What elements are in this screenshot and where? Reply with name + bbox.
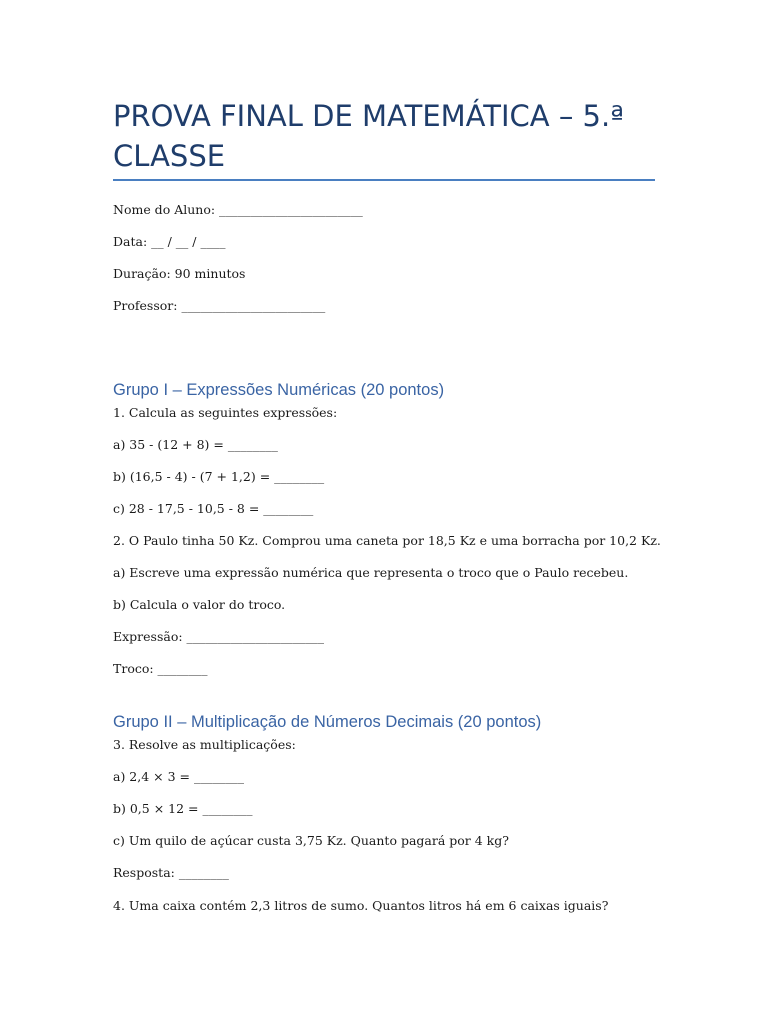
- group1-heading: Grupo I – Expressões Numéricas (20 pontos): [113, 381, 445, 399]
- student-name-field: Nome do Aluno: _______________________: [113, 202, 363, 217]
- teacher-field: Professor: _______________________: [113, 298, 326, 313]
- question-1c: c) 28 - 17,5 - 10,5 - 8 = ________: [113, 501, 314, 516]
- change-field: Troco: ________: [113, 661, 208, 676]
- question-3b: b) 0,5 × 12 = ________: [113, 801, 253, 816]
- question-3a: a) 2,4 × 3 = ________: [113, 769, 244, 784]
- duration-text: Duração: 90 minutos: [113, 266, 246, 281]
- expression-field: Expressão: ______________________: [113, 629, 325, 644]
- question-2b: b) Calcula o valor do troco.: [113, 597, 286, 612]
- question-1: 1. Calcula as seguintes expressões:: [113, 405, 338, 420]
- question-2: 2. O Paulo tinha 50 Kz. Comprou uma caneta por 18,5 Kz e uma borracha por 10,2 Kz.: [113, 533, 661, 548]
- question-1a: a) 35 - (12 + 8) = ________: [113, 437, 278, 452]
- question-3: 3. Resolve as multiplicações:: [113, 737, 296, 752]
- answer-field: Resposta: ________: [113, 865, 229, 880]
- group2-heading: Grupo II – Multiplicação de Números Decimais (20 pontos): [113, 713, 542, 731]
- date-field: Data: __ / __ / ____: [113, 234, 226, 249]
- title-underline: [113, 179, 655, 181]
- page-title: PROVA FINAL DE MATEMÁTICA – 5.ª CLASSE: [113, 99, 624, 173]
- question-3c: c) Um quilo de açúcar custa 3,75 Kz. Quanto pagará por 4 kg?: [113, 833, 509, 848]
- question-1b: b) (16,5 - 4) - (7 + 1,2) = ________: [113, 469, 325, 484]
- question-4: 4. Uma caixa contém 2,3 litros de sumo. Quantos litros há em 6 caixas iguais?: [113, 898, 609, 913]
- question-2a: a) Escreve uma expressão numérica que representa o troco que o Paulo recebeu.: [113, 565, 629, 580]
